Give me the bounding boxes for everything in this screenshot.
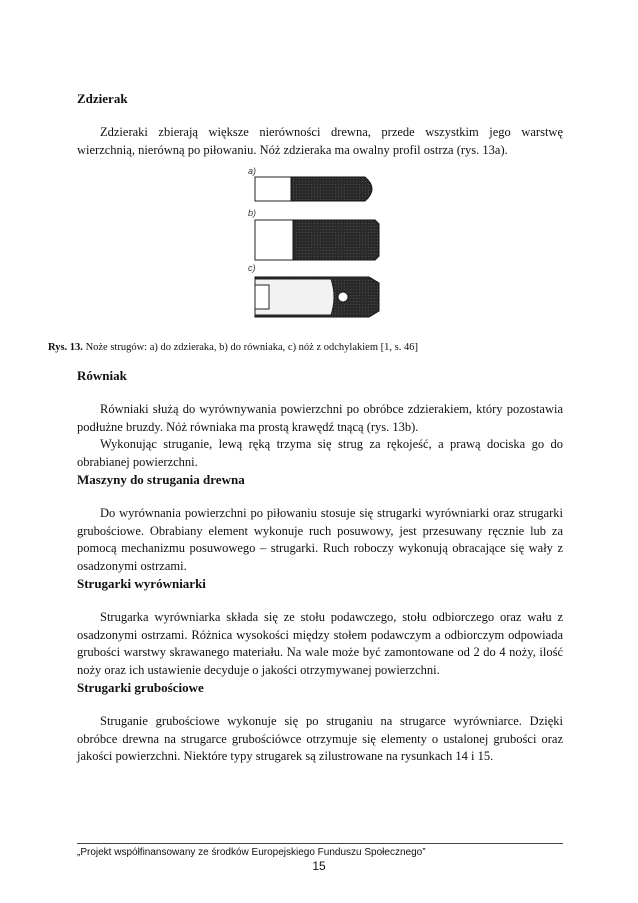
caption-prefix: Rys. 13. <box>48 342 83 353</box>
knife-c <box>255 277 379 317</box>
paragraph-rowniak-1: Równiaki służą do wyrównywania powierzchni po obróbce zdzierakiem, który pozostawia podłużne bruzdy. Nóż równiaka ma prostą krawędź tnącą (rys. 13b). <box>77 402 563 434</box>
plane-knives-illustration <box>247 165 383 325</box>
label-a: a) <box>248 166 257 176</box>
caption-text: Noże strugów: a) do zdzieraka, b) do równiaka, c) nóż z odchylakiem [1, s. 46] <box>85 342 418 353</box>
paragraph-wyrowniarki: Strugarka wyrówniarka składa się ze stołu podawczego, stołu odbiorczego oraz wału z osadzonymi ostrzami. Różnica wysokości między stołem podawczym a odbiorczym odpowiada grubości warstwy skrawanego materiału. Na wale może być zamontowane od 2 do 4 noży, ilość noży oraz ich ustawienie decyduje o jakości otrzymywanej powierzchni. <box>77 610 563 677</box>
label-b: b) <box>248 208 257 218</box>
figure-caption <box>48 341 488 354</box>
paragraph-grubosciowe: Struganie grubościowe wykonuje się po struganiu na strugarce wyrówniarce. Dzięki obróbce drewna na strugarce grubościówce otrzymuje się elementy o ustalonej grubości oraz jakości powierzchni. Niektóre typy strugarek są zilustrowane na rysunkach 14 i 15. <box>77 714 563 763</box>
page-number: 15 <box>312 859 326 873</box>
figure-plane-knives <box>247 165 383 325</box>
footer-text: „Projekt współfinansowany ze środków Europejskiego Funduszu Społecznego” <box>77 847 426 858</box>
paragraph-zdzierak: Zdzieraki zbierają większe nierówności drewna, przede wszystkim jego warstwę wierzchnią, nierówną po piłowaniu. Nóż zdzieraka ma owalny profil ostrza (rys. 13a). <box>77 125 563 157</box>
knife-a <box>255 177 372 201</box>
section-heading-zdzierak: Zdzierak <box>77 91 128 106</box>
label-c: c) <box>248 263 256 273</box>
section-heading-rowniak: Równiak <box>77 368 127 383</box>
knife-b <box>255 220 379 260</box>
paragraph-maszyny: Do wyrównania powierzchni po piłowaniu stosuje się strugarki wyrówniarki oraz strugarki grubościowe. Obrabiany element wykonuje ruch posuwowy, jest przesuwany ręcznie lub za pomocą mechanizmu posuwowego – strugarki. Ruch roboczy wykonują obracające się wały z osadzonymi ostrzami. <box>77 506 563 573</box>
section-heading-grubosciowe: Strugarki grubościowe <box>77 680 204 695</box>
footer-divider <box>77 843 563 844</box>
section-heading-maszyny: Maszyny do strugania drewna <box>77 472 245 487</box>
section-heading-wyrowniarki: Strugarki wyrówniarki <box>77 576 206 591</box>
paragraph-rowniak-2: Wykonując struganie, lewą ręką trzyma się strug za rękojeść, a prawą dociska go do obrabianej powierzchni. <box>77 437 563 469</box>
